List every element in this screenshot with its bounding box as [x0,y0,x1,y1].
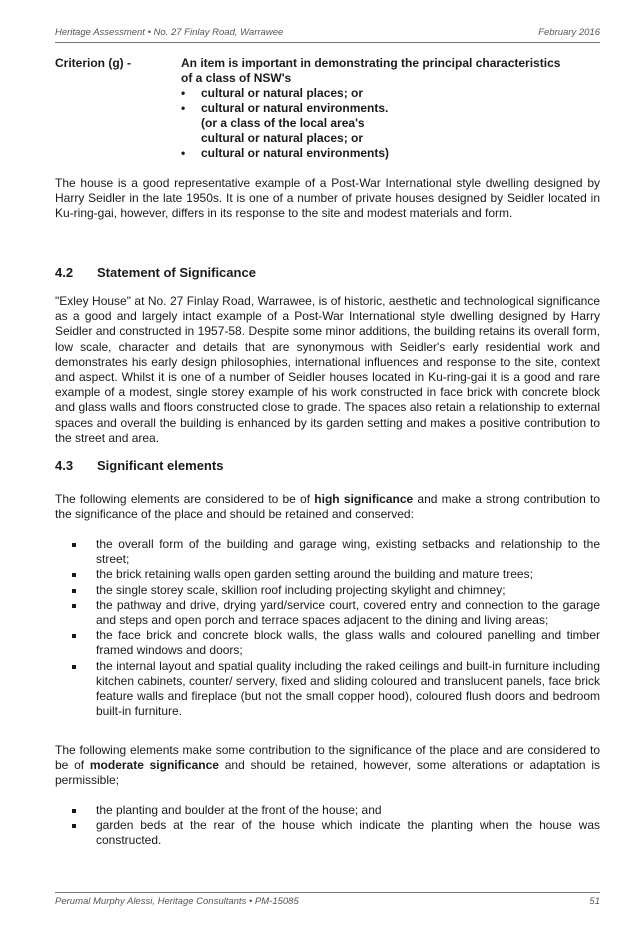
list-item: the planting and boulder at the front of the house; and [72,803,600,818]
bullet-icon: • [181,101,186,115]
high-significance-list [72,537,600,719]
list-item: garden beds at the rear of the house which indicate the planting when the house was constructed. [72,818,600,848]
list-item: the face brick and concrete block walls, the glass walls and coloured panelling and timber framed windows and doors; [72,628,600,658]
criterion-label: Criterion (g) - [55,56,131,70]
criterion-paragraph: The house is a good representative example of a Post-War International style dwelling designed by Harry Seidler in the late 1950s. It is one of a number of private houses designed by Seidler located in Ku-ring-gai, however, differs in its response to the site and modest materials and form. [55,176,600,221]
moderate-significance-intro: The following elements make some contribution to the significance of the place and are considered to be of moderate significance and should be retained, however, some alterations or adaptation is permissible; [55,743,600,788]
list-item: the overall form of the building and garage wing, existing setbacks and relationship to the street; [72,537,600,567]
square-bullet-icon [72,573,76,577]
section-title: Significant elements [97,458,224,473]
criterion-sub-line: cultural or natural places; or [201,131,364,145]
statement-paragraph: "Exley House" at No. 27 Finlay Road, Warrawee, is of historic, aesthetic and technological significance as a good and largely intact example of a Post-War International style dwelling designed by Harry Seidler and constructed in 1957-58. Despite some minor additions, the building retains its overall form, low scale, character and details that are synonymous with Seidler's early residential work and demonstrates his early design philosophies, international influences and response to the site, context and aspect. Whilst it is one of a number of Seidler houses located in Ku-ring-gai it is a good and rare example of a modest, single storey example of his work constructed in face brick with concrete block and glass walls and floors constructed close to grade. The spaces also retain a relationship to external spaces and overall the building is enhanced by its garden setting and makes a positive contribution to the street and area. [55,294,600,445]
page-header [55,27,600,43]
bullet-icon: • [181,86,186,100]
moderate-significance-list [72,803,600,849]
criterion-bullet: • cultural or natural environments. [181,101,389,115]
header-title: Heritage Assessment • No. 27 Finlay Road, Warrawee [55,27,284,38]
section-number: 4.3 [55,458,74,473]
criterion-body [181,56,601,161]
square-bullet-icon [72,634,76,638]
high-significance-intro: The following elements are considered to be of high significance and make a strong contribution to the significance of the place and should be retained and conserved: [55,492,600,522]
list-item: the internal layout and spatial quality including the raked ceilings and built-in furniture including kitchen cabinets, counter/ servery, fixed and sliding coloured and translucent panels, face brick feature walls and fireplace (but not the small copper hood), coloured flush doors and bedroom built-in furniture. [72,659,600,720]
square-bullet-icon [72,604,76,608]
page-number: 51 [589,896,600,907]
square-bullet-icon [72,543,76,547]
square-bullet-icon [72,809,76,813]
square-bullet-icon [72,824,76,828]
criterion-sub-line: (or a class of the local area's [201,116,365,130]
list-item: the brick retaining walls open garden setting around the building and mature trees; [72,567,600,582]
section-title: Statement of Significance [97,265,256,280]
header-date: February 2016 [538,27,600,38]
criterion-intro-line-2: of a class of NSW's [181,71,292,85]
square-bullet-icon [72,665,76,669]
criterion-list [181,86,601,161]
section-number: 4.2 [55,265,74,280]
list-item: the single storey scale, skillion roof including projecting skylight and chimney; [72,583,600,598]
footer-consultant: Perumal Murphy Alessi, Heritage Consultants • PM-15085 [55,896,299,907]
section-heading [55,265,256,280]
page-footer [55,892,600,907]
bullet-icon: • [181,146,186,160]
criterion-bullet: • cultural or natural environments) [181,146,390,160]
section-heading [55,458,223,473]
criterion-bullet: • cultural or natural places; or [181,86,364,100]
criterion-intro-line-1: An item is important in demonstrating the principal characteristics [181,56,561,70]
square-bullet-icon [72,589,76,593]
list-item: the pathway and drive, drying yard/service court, covered entry and connection to the garage and steps and open porch and terrace spaces adjacent to the dining and living areas; [72,598,600,628]
